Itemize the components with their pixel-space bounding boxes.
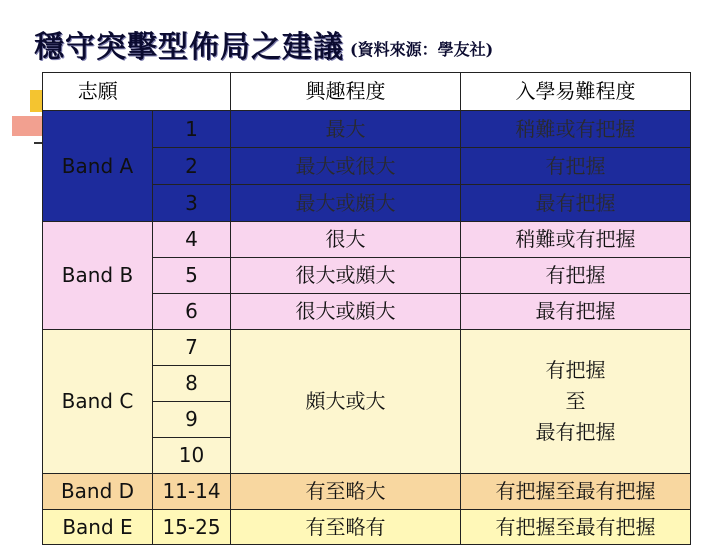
interest-cell: 很大或頗大 (231, 294, 461, 330)
difficulty-cell (461, 330, 691, 474)
header-row (43, 73, 691, 111)
wish-number: 3 (153, 185, 231, 222)
wish-number: 8 (153, 366, 231, 402)
interest-cell: 最大或頗大 (231, 185, 461, 222)
difficulty-line: 最有把握 (535, 420, 616, 444)
wish-number: 11-14 (153, 474, 231, 510)
interest-cell: 頗大或大 (231, 330, 461, 474)
title-main: 穩守突擊型佈局之建議 (34, 30, 344, 65)
interest-cell: 有至略有 (231, 510, 461, 545)
header-wish: 志願 (43, 73, 153, 111)
difficulty-cell: 最有把握 (461, 294, 691, 330)
wish-number: 4 (153, 222, 231, 258)
band-e-label: Band E (43, 510, 153, 545)
band-b-label: Band B (43, 222, 153, 330)
difficulty-cell: 稍難或有把握 (461, 222, 691, 258)
table-row (43, 111, 691, 148)
wish-number: 2 (153, 148, 231, 185)
difficulty-cell: 有把握 (461, 258, 691, 294)
difficulty-cell: 有把握 (461, 148, 691, 185)
wish-number: 10 (153, 438, 231, 474)
difficulty-cell: 最有把握 (461, 185, 691, 222)
table-row (43, 510, 691, 545)
page-title (34, 14, 493, 66)
interest-cell: 最大或很大 (231, 148, 461, 185)
band-d-label: Band D (43, 474, 153, 510)
header-blank (153, 73, 231, 111)
band-a-label: Band A (43, 111, 153, 222)
interest-cell: 很大或頗大 (231, 258, 461, 294)
wish-number: 5 (153, 258, 231, 294)
interest-cell: 最大 (231, 111, 461, 148)
wish-number: 1 (153, 111, 231, 148)
wish-number: 15-25 (153, 510, 231, 545)
table-row (43, 330, 691, 366)
difficulty-cell: 有把握至最有把握 (461, 474, 691, 510)
interest-cell: 很大 (231, 222, 461, 258)
header-difficulty: 入學易難程度 (461, 73, 691, 111)
strategy-table (42, 72, 691, 545)
table-row (43, 474, 691, 510)
wish-number: 6 (153, 294, 231, 330)
wish-number: 9 (153, 402, 231, 438)
difficulty-line: 有把握 (545, 358, 606, 382)
wish-number: 7 (153, 330, 231, 366)
difficulty-cell: 稍難或有把握 (461, 111, 691, 148)
interest-cell: 有至略大 (231, 474, 461, 510)
table-row (43, 222, 691, 258)
header-interest: 興趣程度 (231, 73, 461, 111)
difficulty-line: 至 (565, 389, 586, 413)
difficulty-cell: 有把握至最有把握 (461, 510, 691, 545)
title-source: (資料來源：學友社) (350, 40, 494, 59)
band-c-label: Band C (43, 330, 153, 474)
